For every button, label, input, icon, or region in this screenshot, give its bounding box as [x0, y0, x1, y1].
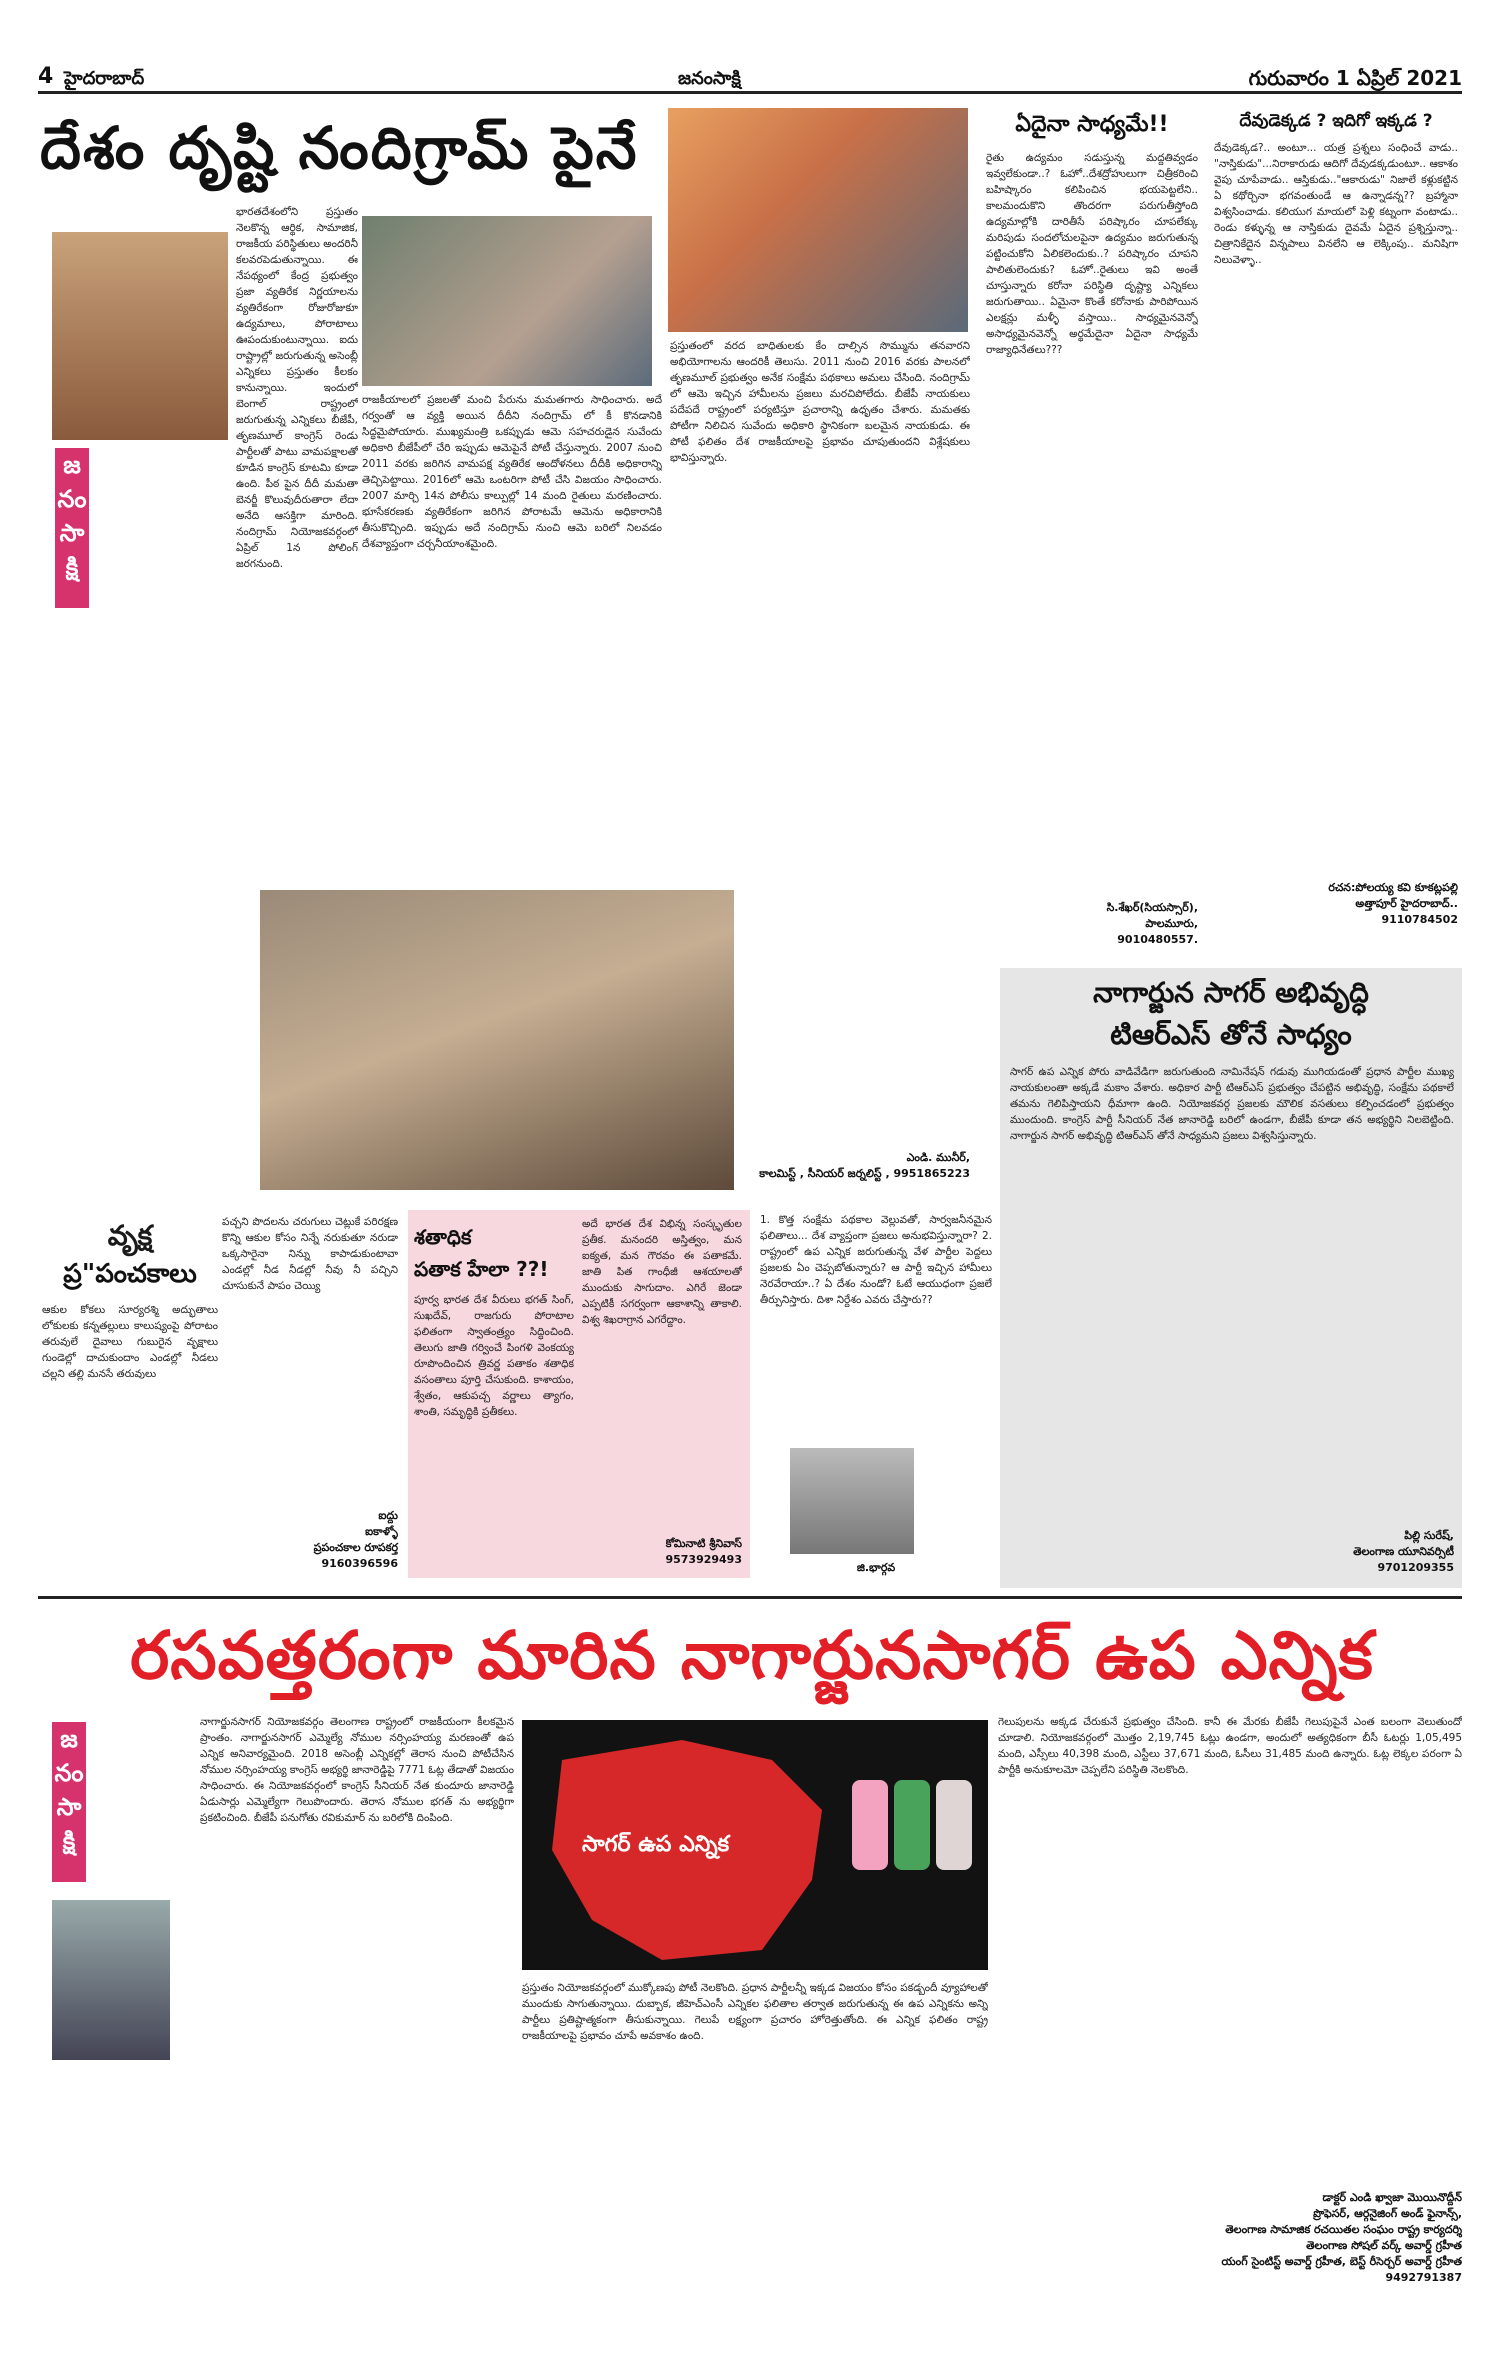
god-column-body: దేవుడెక్కడ?.. అంటూ... యత్ర ప్రశ్నలు సంధించే వాడు.. "నాస్తికుడు"...నిరాకారుడు ఆదిగో దేవుడక్కడుంటూ.. ఆకాశం వైపు చూపేవాడు.. ఆస్తికుడు.."ఆకారుడు" నిజాలే కళ్లుకట్టిన ఏ కథోర్చినా భగవంతుండే ఆ ఉన్నాడన్న?? బ్రహ్మానా విశ్వసించాడు. కలియుగ మాయలో పెళ్లి కట్నంగా వంటాడు.. రెండు కళ్ళున్న ఆ నాస్తికుడు దైవమే ఏదైన ప్రశ్నిస్తున్నా.. చిత్రానికేదైన విన్నపాలు వినలేని ఆ లెక్కింపు.. మనిషిగా నిలువెళ్ళా..	[1214, 142, 1458, 266]
section-divider	[38, 1596, 1462, 1599]
century-signature: కోమినాటి శ్రీనివాస్ 9573929493	[665, 1537, 742, 1566]
questions-signature: జి.భార్గవ	[856, 1561, 896, 1574]
leaders-photo	[668, 108, 968, 332]
what-column-body: రైతు ఉద్యమం సడుస్తున్న మద్దతివ్వడం ఇవ్వలేకుండా..? ఓహో..దేశద్రోహులుగా చిత్రీకరించి బహిష్కారం కలిపించిన భయపెట్టలేని.. కాలమందుకొని తొందరగా పరుగుతీస్తోంది ఉద్యమాల్లోకి దారితీసే పరిష్కారం చూపలేక్కు మరిపుడు సందలోచులపైనా ఉద్యమం జరుగుతున్న పట్టించుకోని ఏలికలెందుకు..? పరిష్కారం చూపని పాలితులెందుకు? ఓహో..రైతులు ఇవి అంతే చూస్తున్నారు కరోనా పరిస్థితి దృష్ట్యా ఎన్నికలు జరుగుతాయి.. ఏమైనా కొంతే కరోనాకు పారిపోయిన ఎలక్షన్లు మళ్ళీ వస్తాయి.. సాధ్యమైనవెన్నో అసాధ్యమైనవెన్నో అర్థమేదైనా ఏదైనా సాధ్యమే రాజ్యాధినేతలు???	[986, 152, 1198, 356]
lead-signature: ఎండి. మునీర్, కాలమిస్ట్ , సీనియర్ జర్నలిస్ట్ , 9951865223	[759, 1151, 970, 1180]
questions-column-body: 1. కొత్త సంక్షేమ పథకాల వెల్లువతో, సార్వజనీనమైన ఫలితాలు... దేశ వ్యాప్తంగా ప్రజలు అనుభవిస్తున్నారా? 2. రాష్ట్రంలో ఉప ఎన్నిక జరుగుతున్న వేళ పార్టీల పెద్దలు ప్రజలకు ఏం చెప్పబోతున్నారు? ఆ పార్టీ ఇచ్చిన హామీలు నెరవేరాయా..? ఏ దేశం నుండో? ఓటే ఆయుధంగా ప్రజలే తీర్పునిస్తారు. దిశా నిర్దేశం ఎవరు చేస్తారు??	[760, 1214, 992, 1306]
masthead-bar	[38, 60, 1462, 94]
what-column-signature: సి.శేఖర్(సియస్సార్), పాలమూరు, 9010480557.	[1106, 901, 1198, 946]
god-column-signature: రచన:పోలయ్య కవి కూకట్లపల్లి అత్తాపూర్ హైదరాబాద్.. 9110784502	[1328, 881, 1458, 926]
bhargav-photo	[790, 1448, 914, 1554]
graphic-label: సాగర్ ఉప ఎన్నిక	[582, 1832, 730, 1857]
nagarjuna-signature: పిల్లి సురేష్, తెలంగాణ యూనివర్సిటీ 9701209355	[1353, 1529, 1454, 1574]
century-poem-right: అదే భారత దేశ విభిన్న సంస్కృతుల ప్రతీక. మనందరి అస్తిత్వం, మన ఐక్యత, మన గౌరవం ఈ పతాకమే. జాతి పిత గాంధీజీ ఆశయాలతో ముందుకు సాగుదాం. ఎగిరే జెండా ఎప్పటికీ సగర్వంగా ఆకాశాన్ని తాకాలి. విశ్వ శిఖరాగ్రాన ఎగరేద్దాం.	[582, 1218, 742, 1326]
lead-column-3: ప్రస్తుతంలో వరద బాధితులకు కేం దాల్సిన సొమ్మును తనవారని అభియోగాలను ఆందరికీ తెలుసు. 2011 నుంచి 2016 వరకు పాలనలో తృణమూల్ ప్రభుత్వం అనేక సంక్షేమ పథకాలు అమలు చేసింది. నందిగ్రామ్ లో ఆమె ఇచ్చిన హామీలను ప్రజలు మరచిపోలేదు. బీజేపీ నాయకులు పదేపదే రాష్ట్రంలో పర్యటిస్తూ ప్రచారాన్ని ఉధృతం చేశారు. మమతకు పోటీగా నిలిచిన సువేందు అధికారి స్థానికంగా బలమైన నాయకుడు. ఈ పోటీ ఫలితం దేశ రాజకీయాలపై ప్రభావం చూపుతుందని విశ్లేషకులు భావిస్తున్నారు.	[670, 340, 970, 464]
lead-column-2: రాజకీయాలలో ప్రజలతో మంచి పేరును మమతగారు సాధించారు. అదే గర్వంతో ఆ వ్యక్తి అయిన దీదీని నందిగ్రామ్ లో కీ కొనడానికి సిద్ధమైపోయారు. ముఖ్యమంత్రి ఒకప్పుడు ఆమె సహచరుడైన సువేందు అధికారి బీజేపీలో చేరి ఇప్పుడు ఆమెపైనే పోటీ చేస్తున్నారు. 2007 నుంచి 2011 వరకు జరిగిన వామపక్ష వ్యతిరేక ఆందోళనలు దీదీకి అధికారాన్ని తెచ్చిపెట్టాయి. 2016లో ఆమె ఒంటరిగా పోటీ చేసి విజయం సాధించారు. 2007 మార్చి 14న పోలీసు కాల్పుల్లో 14 మంది రైతులు మరణించారు. భూసేకరణకు వ్యతిరేకంగా జరిగిన పోరాటమే ఆమెను అధికారానికి తీసుకొచ్చింది. ఇప్పుడు అదే నందిగ్రామ్ నుంచి ఆమె బరిలో నిలవడం దేశవ్యాప్తంగా చర్చనీయాంశమైంది.	[362, 394, 662, 550]
tree-title-line2: ప్ర"పంచకాలు	[63, 1259, 197, 1289]
second-vertical-tag: జ నం సా క్షి	[52, 1722, 86, 1882]
brand-name: జనంసాక్షి	[678, 68, 741, 89]
issue-date: గురువారం 1 ఏప్రిల్ 2021	[1248, 66, 1462, 90]
city-name: హైదరాబాద్	[64, 68, 145, 89]
century-title-line2: పతాక హేలా ??!	[414, 1257, 549, 1281]
tree-signature: ఐద్దు ఐకాళ్ళో ప్రపంచకాల రూపకర్త 9160396596	[313, 1509, 398, 1570]
second-column-3: గెలుపులను అక్కడ చేరుకునే ప్రభుత్వం చేసింది. కానీ ఈ మేరకు బీజేపీ గెలుపుపైనే ఎంత బలంగా వెలుతుందో చూడాలి. నియోజకవర్గంలో మొత్తం 2,19,745 ఓట్లు ఉండగా, అందులో అత్యధికంగా బీసీ ఓటర్లు 1,05,495 మంది, ఎస్సీలు 40,398 మంది, ఎస్టీలు 37,671 మంది, ఓసీలు 31,485 మంది ఉన్నారు. ఓట్ల లెక్కల పరంగా ఏ పార్టీకి అనుకూలమో చెప్పలేని పరిస్థితి నెలకొంది.	[998, 1716, 1462, 1776]
what-column-title: ఏదైనా సాధ్యమే!!	[1015, 112, 1169, 137]
nagarjuna-column-body: సాగర్ ఉప ఎన్నిక పోరు వాడివేడిగా జరుగుతుంది నామినేషన్ గడువు ముగియడంతో ప్రధాన పార్టీల ముఖ్య నాయకులంతా అక్కడే మకాం వేశారు. అధికార పార్టీ టిఆర్ఎస్ ప్రభుత్వం చేపట్టిన అభివృద్ధి, సంక్షేమ పథకాలే తమను గెలిపిస్తాయని ధీమాగా ఉంది. నియోజకవర్గ ప్రజలకు మౌలిక వసతులు కల్పించడంలో ప్రభుత్వం ముందుంది. కాంగ్రెస్ పార్టీ సీనియర్ నేత జానారెడ్డి బరిలో ఉండగా, బీజేపీ కూడా తన అభ్యర్థిని నిలబెట్టింది. నాగార్జున సాగర్ అభివృద్ధి టిఆర్ఎస్ తోనే సాధ్యమని ప్రజలు విశ్వసిస్తున్నారు.	[1010, 1066, 1454, 1142]
second-column-2: ప్రస్తుతం నియోజకవర్గంలో ముక్కోణపు పోటీ నెలకొంది. ప్రధాన పార్టీలన్నీ ఇక్కడ విజయం కోసం పకడ్బందీ వ్యూహాలతో ముందుకు సాగుతున్నాయి. దుబ్బాక, జీహెచ్ఎంసీ ఎన్నికల ఫలితాల తర్వాత జరుగుతున్న ఈ ఉప ఎన్నికను అన్ని పార్టీలు ప్రతిష్టాత్మకంగా తీసుకున్నాయి. గెలుపే లక్ష్యంగా ప్రచారం హోరెత్తుతోంది. ఈ ఎన్నిక ఫలితం రాష్ట్ర రాజకీయాలపై ప్రభావం చూపే అవకాశం ఉంది.	[522, 1982, 988, 2042]
tree-title-line1: వృక్ష	[107, 1219, 153, 1252]
nagarjuna-title-line1: నాగార్జున సాగర్ అభివృద్ధి	[1093, 976, 1369, 1009]
lead-headline: దేశం దృష్టి నందిగ్రామ్ పైనే	[40, 114, 639, 182]
nagarjuna-title-line2: టిఆర్ఎస్ తోనే సాధ్యం	[1110, 1018, 1352, 1051]
rally-photo	[362, 216, 652, 386]
god-column-title: దేవుడెక్కడ ? ఇదిగో ఇక్కడ ?	[1239, 111, 1433, 131]
second-signature: డాక్టర్ ఎండి ఖ్వాజా మొయినొద్దీన్ ప్రొఫెసర్, ఆర్గనైజింగ్ అండ్ ఫైనాన్స్, తెలంగాణ సామాజిక రచయితల సంఘం రాష్ట్ర కార్యదర్శి తెలంగాణ సోషల్ వర్క్ అవార్డ్ గ్రహీత యంగ్ సైంటిస్ట్ అవార్డ్ గ్రహీత, బెస్ట్ రీసెర్చర్ అవార్డ్ గ్రహీత 9492791387	[1221, 2191, 1462, 2284]
tree-poem-left: ఆకుల కోకలు సూర్యరశ్మి అద్భుతాలు లోకులకు కన్నతల్లులు కాలుష్యంపై పోరాటం తరువులే దైవాలు గుబురైన వృక్షాలు గుండెల్లో దాచుకుందాం ఎండల్లో నీడలు చల్లని తల్లి మనసే తరువులు	[42, 1304, 218, 1380]
sagar-election-graphic	[522, 1720, 988, 1970]
vertical-tag: జ నం సా క్షి	[55, 448, 89, 608]
protest-photo	[260, 890, 734, 1190]
tree-poem-right: పచ్చని పొదలను చరుగులు చెట్లుకే పరిరక్షణ కొన్ని ఆకుల కోసం నిన్నే నరుకుతూ నరుడా ఒక్కసారైనా నిన్ను కాపాడుకుంటావా ఎండల్లో నీడ నీడల్లో నీవు నీ పచ్చిని చూసుకునే పాపం చెయ్యి	[222, 1216, 398, 1292]
century-title-line1: శతాధిక	[414, 1225, 472, 1249]
lead-column-1: భారతదేశంలోని ప్రస్తుతం నెలకొన్న ఆర్థిక, సామాజిక, రాజకీయ పరిస్థితులు అందరినీ కలవరపెడుతున్నాయి. ఈ నేపథ్యంలో కేంద్ర ప్రభుత్వం ప్రజా వ్యతిరేక నిర్ణయాలను వ్యతిరేకంగా రోజురోజుకూ ఉద్యమాలు, పోరాటాలు ఊపందుకుంటున్నాయి. ఐదు రాష్ట్రాల్లో జరుగుతున్న అసెంబ్లీ ఎన్నికలు ప్రస్తుతం కీలకం కానున్నాయి. ఇందులో బెంగాల్ రాష్ట్రంలో జరుగుతున్న ఎన్నికలు బీజేపీ, తృణమూల్ కాంగ్రెస్ రెండు పార్టీలతో పాటు వామపక్షాలతో కూడిన కాంగ్రెస్ కూటమి కూడా ఉంది. పీఠ పైన దీదీ మమతా బెనర్జీ కొలువుదీరుతారా లేదా అనేది ఆసక్తిగా మారింది. నందిగ్రామ్ నియోజకవర్గంలో ఏప్రిల్ 1న పోలింగ్ జరగనుంది.	[236, 206, 358, 570]
century-poem-left: పూర్వ భారత దేశ వీరులు భగత్ సింగ్, సుఖదేవ్, రాజగురు పోరాటాల ఫలితంగా స్వాతంత్ర్యం సిద్ధించింది. తెలుగు జాతి గర్వించే పింగళి వెంకయ్య రూపొందించిన త్రివర్ణ పతాకం శతాధిక వసంతాలు పూర్తి చేసుకుంది. కాశాయం, శ్వేతం, ఆకుపచ్చ వర్ణాలు త్యాగం, శాంతి, సమృద్ధికి ప్రతీకలు.	[414, 1294, 574, 1418]
second-column-1: నాగార్జునసాగర్ నియోజకవర్గం తెలంగాణ రాష్ట్రంలో రాజకీయంగా కీలకమైన ప్రాంతం. నాగార్జునసాగర్ ఎమ్మెల్యే నోముల నర్సింహయ్య మరణంతో ఉప ఎన్నిక అనివార్యమైంది. 2018 అసెంబ్లీ ఎన్నికల్లో తెరాస నుంచి పోటీచేసిన నోముల నర్సింహయ్య కాంగ్రెస్ అభ్యర్థి జానారెడ్డిపై 7771 ఓట్ల తేడాతో విజయం సాధించారు. ఈ నియోజకవర్గంలో కాంగ్రెస్ సీనియర్ నేత కుందూరు జానారెడ్డి ఏడుసార్లు ఎమ్మెల్యేగా గెలుపొందారు. తెరాస నోముల భగత్ ను అభ్యర్థిగా ప్రకటించింది. బీజేపీ పనుగోతు రవికుమార్ ను బరిలోకి దింపింది.	[200, 1716, 514, 1824]
second-headline: రసవత్తరంగా మారిన నాగార్జునసాగర్ ఉప ఎన్నిక	[130, 1617, 1374, 1694]
page-number: 4	[38, 64, 54, 89]
